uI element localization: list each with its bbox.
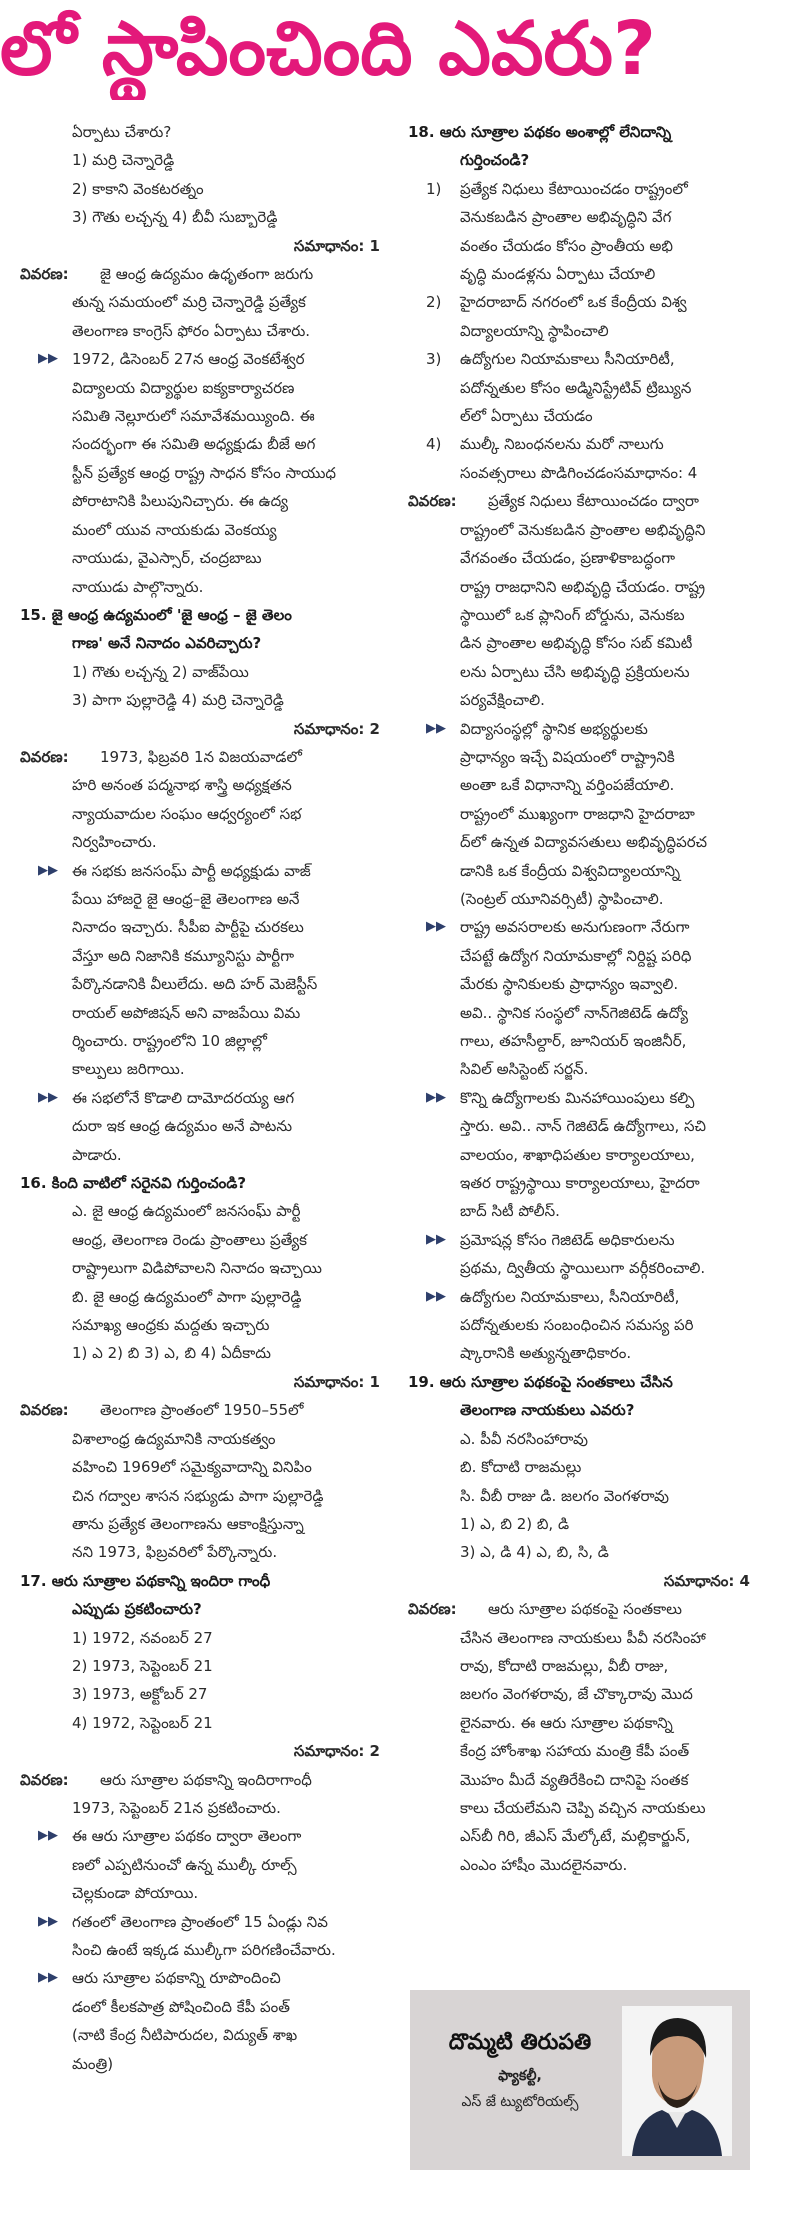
option-text: హైదరాబాద్ నగరంలో ఒక కేంద్రీయ విశ్వ	[460, 293, 687, 312]
option-text: ఉద్యోగుల నియామకాలు సీనియారిటీ,	[460, 350, 675, 369]
text-line: నినాదం ఇచ్చారు. సీపీఐ పార్టీపై చురకలు	[72, 918, 304, 937]
text-line: బి. జై ఆంధ్ర ఉద్యమంలో పాగా పుల్లారెడ్డి	[72, 1287, 302, 1306]
text-line: స్థాయిలో ఒక ప్లానింగ్ బోర్డును, వెనుకబ	[460, 605, 685, 624]
bullet-line	[20, 345, 402, 373]
text-line: నాయుడు పాల్గొన్నారు.	[72, 577, 204, 596]
text-line: డానికి ఒక కేంద్రీయ విశ్వవిద్యాలయాన్ని	[460, 861, 681, 880]
bullet-icon: ▶▶	[426, 1231, 446, 1247]
text-line: జలగం వెంగళరావు, జే చొక్కారావు మొద	[460, 1685, 693, 1704]
answer-line: సమాధానం: 1	[293, 1372, 380, 1391]
text-line: చేసిన తెలంగాణ నాయకులు పీవీ నరసింహా	[460, 1628, 706, 1647]
text-line: బి. కోదాటి రాజమల్లు	[460, 1458, 582, 1477]
text-line: 2) కాకాని వెంకటరత్నం	[72, 179, 204, 198]
explanation-line	[20, 1766, 402, 1794]
text-line: ఎస్‌బీ గిరి, జీఎస్ మేల్కోటే, మల్లికార్జున్,	[460, 1827, 691, 1846]
answer-line: సమాధానం: 4	[663, 1571, 750, 1590]
option-number: 4)	[426, 435, 442, 454]
text-line: 2) 1973, సెప్టెంబర్ 21	[72, 1656, 213, 1675]
option-line	[408, 430, 772, 458]
explanation-label: వివరణ:	[20, 1401, 69, 1420]
text-line: సి. వీబీ రాజు డి. జలగం వెంగళరావు	[460, 1486, 670, 1505]
question-line: 19. ఆరు సూత్రాల పథకంపై సంతకాలు చేసిన	[408, 1372, 673, 1391]
text-line: వృద్ధి మండళ్లను ఏర్పాటు చేయాలి	[460, 265, 656, 284]
text-line: ఇతర రాష్ట్రస్థాయి కార్యాలయాలు, హైదరా	[460, 1174, 700, 1193]
text-line: సంవత్సరాలు పొడిగించడంసమాధానం: 4	[460, 463, 698, 482]
explanation-label: వివరణ:	[408, 1600, 457, 1619]
text-line: సివిల్ అసిస్టెంట్ సర్జన్.	[460, 1060, 589, 1079]
text-line: మంత్రి)	[72, 2054, 114, 2073]
text-line: తున్న సమయంలో మర్రి చెన్నారెడ్డి ప్రత్యేక	[72, 293, 306, 312]
text-line: తాను ప్రత్యేక తెలంగాణను ఆకాంక్షిస్తున్నా	[72, 1514, 304, 1533]
question-line: 18. ఆరు సూత్రాల పథకం అంశాల్లో లేనిదాన్ని	[408, 123, 672, 141]
option-line	[408, 288, 772, 316]
text-line: సందర్భంగా ఈ సమితి అధ్యక్షుడు బీజే అగ	[72, 435, 316, 454]
text-line: మంలో యువ నాయకుడు వెంకయ్య	[72, 520, 277, 539]
bullet-icon: ▶▶	[38, 1913, 58, 1929]
explanation-label: వివరణ:	[20, 265, 69, 284]
text-line: లను ఏర్పాటు చేసి అభివృద్ధి ప్రక్రియలను	[460, 662, 690, 681]
bullet-icon: ▶▶	[426, 720, 446, 736]
explanation-line	[408, 487, 772, 515]
bullet-line	[20, 1964, 402, 1992]
text-line: అంతా ఒకే విధానాన్ని వర్తింపజేయాలి.	[460, 776, 675, 795]
left-column	[20, 118, 402, 2078]
text-line: మొహం మీదే వ్యతిరేకించి దానిపై సంతక	[460, 1770, 689, 1789]
explanation-label: వివరణ:	[20, 1770, 69, 1789]
answer-line: సమాధానం: 2	[293, 1742, 380, 1761]
text-line: హరి అనంత పద్మనాభ శాస్త్రి అధ్యక్షతన	[72, 776, 292, 795]
explanation-line	[408, 1595, 772, 1623]
text-line: 3) పాగా పుల్లారెడ్డి 4) మర్రి చెన్నారెడ్డి	[72, 691, 284, 710]
text-line: కాల్పులు జరిగాయి.	[72, 1060, 185, 1079]
text-line: 3) గౌతు లచ్చన్న 4) బీవీ సుబ్బారెడ్డి	[72, 208, 278, 227]
explanation-text: ఆరు సూత్రాల పథకాన్ని ఇందిరాగాంధీ	[100, 1770, 312, 1789]
option-text: ప్రత్యేక నిధులు కేటాయించడం రాష్ట్రంలో	[460, 179, 688, 198]
text-line: చిన గద్వాల శాసన సభ్యుడు పాగా పుల్లారెడ్డి	[72, 1486, 324, 1505]
bullet-text: కొన్ని ఉద్యోగాలకు మినహాయింపులు కల్పి	[460, 1088, 695, 1107]
text-line: రాష్ట్రాలుగా విడిపోవాలని నినాదం ఇచ్చాయి	[72, 1259, 322, 1278]
text-line: 1) మర్రి చెన్నారెడ్డి	[72, 151, 175, 170]
option-text: ముల్కీ నిబంధనలను మరో నాలుగు	[460, 435, 664, 454]
text-line: ప్రథమ, ద్వితీయ స్థాయిలుగా వర్గీకరించాలి.	[460, 1259, 706, 1278]
text-line: నిర్వహించారు.	[72, 833, 157, 852]
text-line: చేపట్టే ఉద్యోగ నియామకాల్లో నిర్దిష్ట పరిధి	[460, 946, 692, 965]
explanation-text: ప్రత్యేక నిధులు కేటాయించడం ద్వారా	[488, 492, 699, 511]
explanation-text: జై ఆంధ్ర ఉద్యమం ఉధృతంగా జరుగు	[100, 265, 314, 284]
text-line: స్తారు. అవి.. నాన్ గెజిటెడ్ ఉద్యోగాలు, సచి	[460, 1117, 706, 1136]
answer-line: సమాధానం: 2	[293, 719, 380, 738]
text-line: ఏర్పాటు చేశారు?	[72, 123, 172, 141]
text-line: 3) 1973, అక్టోబర్ 27	[72, 1685, 208, 1704]
author-org: ఎస్ జే ట్యుటోరియల్స్	[461, 2094, 579, 2110]
option-line	[408, 345, 772, 373]
text-line: 3) ఎ, డి 4) ఎ, బి, సి, డి	[460, 1543, 609, 1562]
text-line: 1973, సెప్టెంబర్ 21న ప్రకటించారు.	[72, 1798, 281, 1817]
explanation-text: 1973, ఫిబ్రవరి 1న విజయవాడలో	[100, 747, 302, 766]
option-line	[408, 175, 772, 203]
author-name: దొమ్మటి తిరుపతి	[448, 2030, 592, 2055]
text-line: కాలు చేయలేమని చెప్పి వచ్చిన నాయకులు	[460, 1798, 706, 1817]
bullet-line	[408, 913, 772, 941]
author-box	[410, 1990, 750, 2170]
text-line: పేయి హాజరై జై ఆంధ్ర–జై తెలంగాణ అనే	[72, 889, 300, 908]
text-line: కేంద్ర హోంశాఖ సహాయ మంత్రి కేపీ పంత్	[460, 1742, 690, 1761]
text-line: పేర్కొనడానికి వీలులేదు. అది హర్ మెజెస్టీస్	[72, 975, 318, 994]
text-line: 1) 1972, నవంబర్ 27	[72, 1628, 213, 1647]
question-line: 17. ఆరు సూత్రాల పథకాన్ని ఇందిరా గాంధీ	[20, 1571, 271, 1590]
text-line: విద్యాలయ విద్యార్థుల ఐక్యకార్యాచరణ	[72, 378, 295, 397]
bullet-line	[408, 715, 772, 743]
text-line: ద్‌లో ఉన్నత విద్యావసతులు అభివృద్ధిపరచ	[460, 833, 708, 852]
text-line: 1) ఎ 2) బి 3) ఎ, బి 4) ఏదీకాదు	[72, 1344, 271, 1363]
text-line: వంతం చేయడం కోసం ప్రాంతీయ అభి	[460, 236, 673, 255]
text-line: నని 1973, ఫిబ్రవరిలో పేర్కొన్నారు.	[72, 1543, 278, 1562]
explanation-label: వివరణ:	[20, 747, 69, 766]
text-line: పాడారు.	[72, 1145, 122, 1164]
text-line: 1) ఎ, బి 2) బి, డి	[460, 1514, 570, 1533]
text-line: సమితి నెల్లూరులో సమావేశమయ్యింది. ఈ	[72, 407, 315, 426]
option-number: 3)	[426, 350, 442, 369]
text-line: పోరాటానికి పిలుపునిచ్చారు. ఈ ఉద్య	[72, 492, 288, 511]
text-line: డిన ప్రాంతాల అభివృద్ధి కోసం సబ్ కమిటీ	[460, 634, 693, 653]
bullet-text: ఈ సభలోనే కొడాలి దామోదరయ్య ఆగ	[72, 1088, 295, 1107]
bullet-line	[408, 1226, 772, 1254]
explanation-label: వివరణ:	[408, 492, 457, 511]
bullet-icon: ▶▶	[426, 1288, 446, 1304]
text-line: పదోన్నతులకు సంబంధించిన సమస్య పరి	[460, 1316, 694, 1335]
bullet-line	[20, 857, 402, 885]
text-line: వహించి 1969లో సమైక్యవాదాన్ని వినిపిం	[72, 1458, 312, 1477]
bullet-icon: ▶▶	[38, 351, 58, 367]
bullet-icon: ▶▶	[38, 1828, 58, 1844]
bullet-text: గతంలో తెలంగాణ ప్రాంతంలో 15 ఏండ్లు నివ	[72, 1912, 328, 1931]
bullet-text: ఈ సభకు జనసంఘ్ పార్టీ అధ్యక్షుడు వాజ్	[72, 861, 311, 880]
bullet-text: విద్యాసంస్థల్లో స్థానిక అభ్యర్థులకు	[460, 719, 648, 738]
bullet-icon: ▶▶	[38, 1089, 58, 1105]
text-line: పదోన్నతుల కోసం అడ్మినిస్ట్రేటివ్ ట్రిబ్యున	[460, 378, 692, 397]
author-photo	[622, 2006, 732, 2156]
text-line: రాయల్ అపోజిషన్ అని వాజపేయి విమ	[72, 1003, 301, 1022]
bullet-line	[408, 1283, 772, 1311]
text-line: పర్యవేక్షించాలి.	[460, 691, 545, 710]
text-line: స్టీన్ ప్రత్యేక ఆంధ్ర రాష్ట్ర సాధన కోసం సాయుధ	[72, 463, 336, 482]
question-line: తెలంగాణ నాయకులు ఎవరు?	[460, 1401, 635, 1420]
text-line: రాష్ట్రంలో ముఖ్యంగా రాజధాని హైదరాబా	[460, 804, 695, 823]
explanation-line	[20, 1396, 402, 1424]
bullet-icon: ▶▶	[426, 1089, 446, 1105]
text-line: తెలంగాణ కాంగ్రెస్ ఫోరం ఏర్పాటు చేశారు.	[72, 321, 311, 340]
text-line: ష్కారానికి అత్యున్నతాధికారం.	[460, 1344, 632, 1363]
text-line: దురా ఇక ఆంధ్ర ఉద్యమం అనే పాటను	[72, 1117, 293, 1136]
question-line: గుర్తించండి?	[460, 151, 530, 170]
text-line: ర్శించారు. రాష్ట్రంలోని 10 జిల్లాల్లో	[72, 1032, 267, 1050]
author-role: ఫ్యాకల్టీ,	[498, 2068, 542, 2084]
text-line: నాయుడు, వైఎస్సార్, చంద్రబాబు	[72, 549, 262, 568]
bullet-icon: ▶▶	[426, 919, 446, 935]
text-line: ప్రాధాన్యం ఇచ్చే విషయంలో రాష్ట్రానికి	[460, 747, 675, 766]
bullet-icon: ▶▶	[38, 862, 58, 878]
bullet-text: రాష్ట్ర అవసరాలకు అనుగుణంగా నేరుగా	[460, 918, 690, 937]
text-line: ఎ. జై ఆంధ్ర ఉద్యమంలో జనసంఘ్ పార్టీ	[72, 1202, 301, 1221]
option-number: 1)	[426, 179, 442, 198]
explanation-text: ఆరు సూత్రాల పథకంపై సంతకాలు	[488, 1600, 682, 1619]
explanation-line	[20, 743, 402, 771]
text-line: ణలో ఎప్పటినుంచో ఉన్న ముల్కీ రూల్స్	[72, 1855, 297, 1874]
text-line: న్యాయవాదుల సంఘం ఆధ్వర్యంలో సభ	[72, 804, 302, 823]
page-headline: లో స్థాపించింది ఎవరు?	[0, 6, 656, 92]
right-column	[408, 118, 772, 1879]
explanation-line	[20, 260, 402, 288]
text-line: చెల్లకుండా పోయాయి.	[72, 1884, 199, 1903]
question-line: 16. కింది వాటిలో సరైనవి గుర్తించండి?	[20, 1174, 247, 1193]
text-line: 1) గౌతు లచ్చన్న 2) వాజ్‌పేయి	[72, 662, 249, 681]
text-line: వేస్తూ అది నిజానికి కమ్యూనిస్టు పార్టీగా	[72, 946, 295, 965]
text-line: ల్‌లో ఏర్పాటు చేయడం	[460, 407, 593, 426]
text-line: (సెంట్రల్ యూనివర్సిటీ) స్థాపించాలి.	[460, 889, 664, 908]
text-line: సించి ఉంటే ఇక్కడ ముల్కీగా పరిగణించేవారు.	[72, 1941, 336, 1959]
text-line: వాలయం, శాఖాధిపతుల కార్యాలయాలు,	[460, 1145, 695, 1164]
bullet-text: ఈ ఆరు సూత్రాల పథకం ద్వారా తెలంగా	[72, 1827, 302, 1846]
text-line: వేగవంతం చేయడం, ప్రణాళికాబద్ధంగా	[460, 549, 676, 568]
text-line: డంలో కీలకపాత్ర పోషించింది కేపీ పంత్	[72, 1997, 290, 2016]
bullet-line	[408, 1084, 772, 1112]
question-line: గాణ' అనే నినాదం ఎవరిచ్చారు?	[72, 634, 262, 653]
explanation-text: తెలంగాణ ప్రాంతంలో 1950–55లో	[100, 1401, 304, 1420]
text-line: (నాటి కేంద్ర నీటిపారుదల, విద్యుత్ శాఖ	[72, 2026, 298, 2045]
text-line: విద్యాలయాన్ని స్థాపించాలి	[460, 321, 609, 340]
bullet-icon: ▶▶	[38, 1970, 58, 1986]
text-line: మేరకు స్థానికులకు ప్రాధాన్యం ఇవ్వాలి.	[460, 975, 679, 994]
text-line: ఆంధ్ర, తెలంగాణ రెండు ప్రాంతాలు ప్రత్యేక	[72, 1230, 307, 1249]
text-line: విశాలాంధ్ర ఉద్యమానికి నాయకత్వం	[72, 1429, 276, 1448]
option-number: 2)	[426, 293, 442, 312]
text-line: 4) 1972, సెప్టెంబర్ 21	[72, 1713, 213, 1732]
bullet-text: ఉద్యోగుల నియామకాలు, సీనియారిటీ,	[460, 1287, 680, 1306]
text-line: లైనవారు. ఈ ఆరు సూత్రాల పథకాన్ని	[460, 1713, 673, 1732]
text-line: అవి.. స్థానిక సంస్థలో నాన్‌గెజిటెడ్ ఉద్యో	[460, 1003, 688, 1022]
text-line: రావు, కోదాటి రాజమల్లు, వీబీ రాజు,	[460, 1656, 669, 1675]
question-line: 15. జై ఆంధ్ర ఉద్యమంలో 'జై ఆంధ్ర – జై తెలం	[20, 605, 292, 624]
text-line: రాష్ట్రంలో వెనుకబడిన ప్రాంతాల అభివృద్ధిని	[460, 520, 706, 539]
text-line: ఎ. పీవీ నరసింహారావు	[460, 1429, 588, 1448]
bullet-line	[20, 1908, 402, 1936]
text-line: బాద్ సిటీ పోలీస్.	[460, 1202, 560, 1221]
text-line: వెనుకబడిన ప్రాంతాల అభివృద్ధిని వేగ	[460, 208, 672, 227]
bullet-line	[20, 1822, 402, 1850]
question-line: ఎప్పుడు ప్రకటించారు?	[72, 1600, 202, 1619]
text-line: గాలు, తహసీల్దార్, జూనియర్ ఇంజినీర్,	[460, 1032, 687, 1050]
answer-line: సమాధానం: 1	[293, 236, 380, 255]
bullet-line	[20, 1084, 402, 1112]
bullet-text: ఆరు సూత్రాల పథకాన్ని రూపొందించి	[72, 1969, 281, 1988]
bullet-text: ప్రమోషన్ల కోసం గెజిటెడ్ అధికారులను	[460, 1230, 675, 1249]
bullet-text: 1972, డిసెంబర్ 27న ఆంధ్ర వెంకటేశ్వర	[72, 350, 305, 369]
text-line: ఎంఎం హాషీం మొదలైనవారు.	[460, 1855, 628, 1874]
text-line: రాష్ట్ర రాజధానిని అభివృద్ధి చేయడం. రాష్ట్ర	[460, 577, 706, 596]
text-line: సమాఖ్య ఆంధ్రకు మద్దతు ఇచ్చారు	[72, 1316, 270, 1335]
